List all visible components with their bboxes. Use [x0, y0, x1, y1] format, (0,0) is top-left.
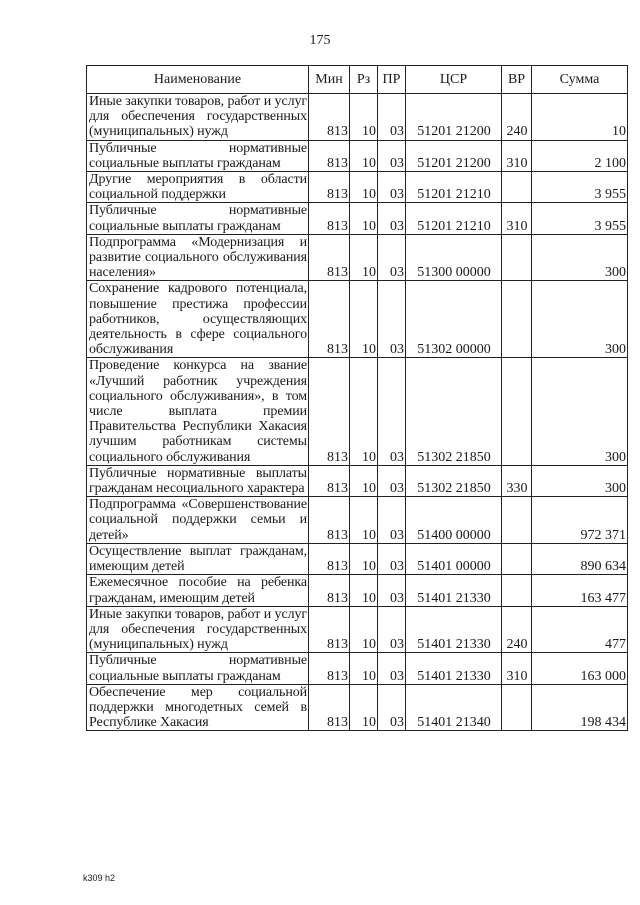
column-header-min: Мин [309, 66, 350, 94]
row-pr: 03 [378, 281, 406, 358]
table-row [87, 606, 628, 653]
table-header-row [87, 66, 628, 94]
row-vr: 310 [502, 140, 532, 171]
row-vr: 310 [502, 203, 532, 234]
column-header-name: Наименование [87, 66, 309, 94]
row-name: Обеспечение мер социальной поддержки многодетных семей в Республике Хакасия [87, 684, 309, 731]
row-vr [502, 497, 532, 544]
table-row [87, 203, 628, 234]
row-vr [502, 358, 532, 465]
row-csr: 51401 00000 [406, 543, 502, 574]
row-rz: 10 [350, 140, 378, 171]
row-rz: 10 [350, 684, 378, 731]
row-sum: 477 [532, 606, 628, 653]
page-number: 175 [309, 33, 331, 48]
row-name: Ежемесячное пособие на ребенка гражданам, имеющим детей [87, 575, 309, 606]
row-sum: 300 [532, 358, 628, 465]
row-name: Публичные нормативные социальные выплаты гражданам [87, 653, 309, 684]
row-rz: 10 [350, 172, 378, 203]
row-min: 813 [309, 234, 350, 281]
row-name: Иные закупки товаров, работ и услуг для обеспечения государственных (муниципальных) нужд [87, 94, 309, 141]
table-row [87, 172, 628, 203]
row-name: Проведение конкурса на звание «Лучший работник учреждения социального обслуживания», в том числе выплата премии Правительства Республики Хакасия лучшим работникам системы социального обслуживания [87, 358, 309, 465]
row-pr: 03 [378, 653, 406, 684]
row-name: Публичные нормативные социальные выплаты гражданам [87, 203, 309, 234]
row-csr: 51401 21340 [406, 684, 502, 731]
table-row [87, 543, 628, 574]
row-csr: 51302 21850 [406, 465, 502, 496]
row-vr [502, 575, 532, 606]
column-header-vr: ВР [502, 66, 532, 94]
column-header-pr: ПР [378, 66, 406, 94]
row-csr: 51201 21210 [406, 172, 502, 203]
footer-code: k309 h2 [83, 873, 116, 883]
row-sum: 2 100 [532, 140, 628, 171]
row-min: 813 [309, 172, 350, 203]
row-csr: 51401 21330 [406, 653, 502, 684]
row-sum: 3 955 [532, 203, 628, 234]
column-header-rz: Рз [350, 66, 378, 94]
row-sum: 163 477 [532, 575, 628, 606]
row-min: 813 [309, 465, 350, 496]
row-min: 813 [309, 281, 350, 358]
row-sum: 972 371 [532, 497, 628, 544]
row-min: 813 [309, 575, 350, 606]
row-rz: 10 [350, 234, 378, 281]
row-pr: 03 [378, 575, 406, 606]
table-row [87, 358, 628, 465]
budget-table [86, 65, 628, 731]
row-vr [502, 172, 532, 203]
row-name: Осуществление выплат гражданам, имеющим детей [87, 543, 309, 574]
row-csr: 51401 21330 [406, 606, 502, 653]
table-row [87, 465, 628, 496]
table-row [87, 684, 628, 731]
row-sum: 890 634 [532, 543, 628, 574]
column-header-csr: ЦСР [406, 66, 502, 94]
row-rz: 10 [350, 543, 378, 574]
row-pr: 03 [378, 543, 406, 574]
row-min: 813 [309, 543, 350, 574]
row-vr: 330 [502, 465, 532, 496]
row-min: 813 [309, 94, 350, 141]
row-rz: 10 [350, 203, 378, 234]
row-rz: 10 [350, 94, 378, 141]
row-csr: 51302 00000 [406, 281, 502, 358]
row-sum: 163 000 [532, 653, 628, 684]
row-vr [502, 234, 532, 281]
row-pr: 03 [378, 172, 406, 203]
row-min: 813 [309, 140, 350, 171]
table-row [87, 140, 628, 171]
row-rz: 10 [350, 606, 378, 653]
row-name: Сохранение кадрового потенциала, повышение престижа профессии работников, осуществляющих деятельность в сфере социального обслуживания [87, 281, 309, 358]
row-rz: 10 [350, 281, 378, 358]
row-pr: 03 [378, 358, 406, 465]
row-name: Подпрограмма «Совершенствование социальной поддержки семьи и детей» [87, 497, 309, 544]
row-min: 813 [309, 358, 350, 465]
row-csr: 51401 21330 [406, 575, 502, 606]
row-csr: 51302 21850 [406, 358, 502, 465]
row-min: 813 [309, 203, 350, 234]
row-csr: 51201 21210 [406, 203, 502, 234]
table-row [87, 234, 628, 281]
row-rz: 10 [350, 358, 378, 465]
row-pr: 03 [378, 140, 406, 171]
column-header-sum: Сумма [532, 66, 628, 94]
row-min: 813 [309, 497, 350, 544]
row-vr: 310 [502, 653, 532, 684]
row-rz: 10 [350, 653, 378, 684]
row-vr [502, 684, 532, 731]
row-csr: 51300 00000 [406, 234, 502, 281]
row-name: Иные закупки товаров, работ и услуг для обеспечения государственных (муниципальных) нужд [87, 606, 309, 653]
row-csr: 51400 00000 [406, 497, 502, 544]
table-row [87, 281, 628, 358]
row-min: 813 [309, 684, 350, 731]
table-row [87, 653, 628, 684]
row-csr: 51201 21200 [406, 140, 502, 171]
row-name: Подпрограмма «Модернизация и развитие социального обслуживания населения» [87, 234, 309, 281]
row-sum: 300 [532, 281, 628, 358]
row-pr: 03 [378, 606, 406, 653]
row-min: 813 [309, 653, 350, 684]
row-pr: 03 [378, 684, 406, 731]
row-vr [502, 543, 532, 574]
row-rz: 10 [350, 465, 378, 496]
row-vr [502, 281, 532, 358]
row-sum: 198 434 [532, 684, 628, 731]
row-vr: 240 [502, 94, 532, 141]
row-pr: 03 [378, 465, 406, 496]
row-rz: 10 [350, 497, 378, 544]
row-sum: 300 [532, 465, 628, 496]
table-row [87, 94, 628, 141]
table-row [87, 575, 628, 606]
row-pr: 03 [378, 497, 406, 544]
row-sum: 10 [532, 94, 628, 141]
row-name: Публичные нормативные социальные выплаты гражданам [87, 140, 309, 171]
row-pr: 03 [378, 203, 406, 234]
row-sum: 3 955 [532, 172, 628, 203]
table-row [87, 497, 628, 544]
row-pr: 03 [378, 94, 406, 141]
row-sum: 300 [532, 234, 628, 281]
row-rz: 10 [350, 575, 378, 606]
row-name: Публичные нормативные выплаты гражданам несоциального характера [87, 465, 309, 496]
row-name: Другие мероприятия в области социальной поддержки [87, 172, 309, 203]
row-min: 813 [309, 606, 350, 653]
row-vr: 240 [502, 606, 532, 653]
row-csr: 51201 21200 [406, 94, 502, 141]
row-pr: 03 [378, 234, 406, 281]
